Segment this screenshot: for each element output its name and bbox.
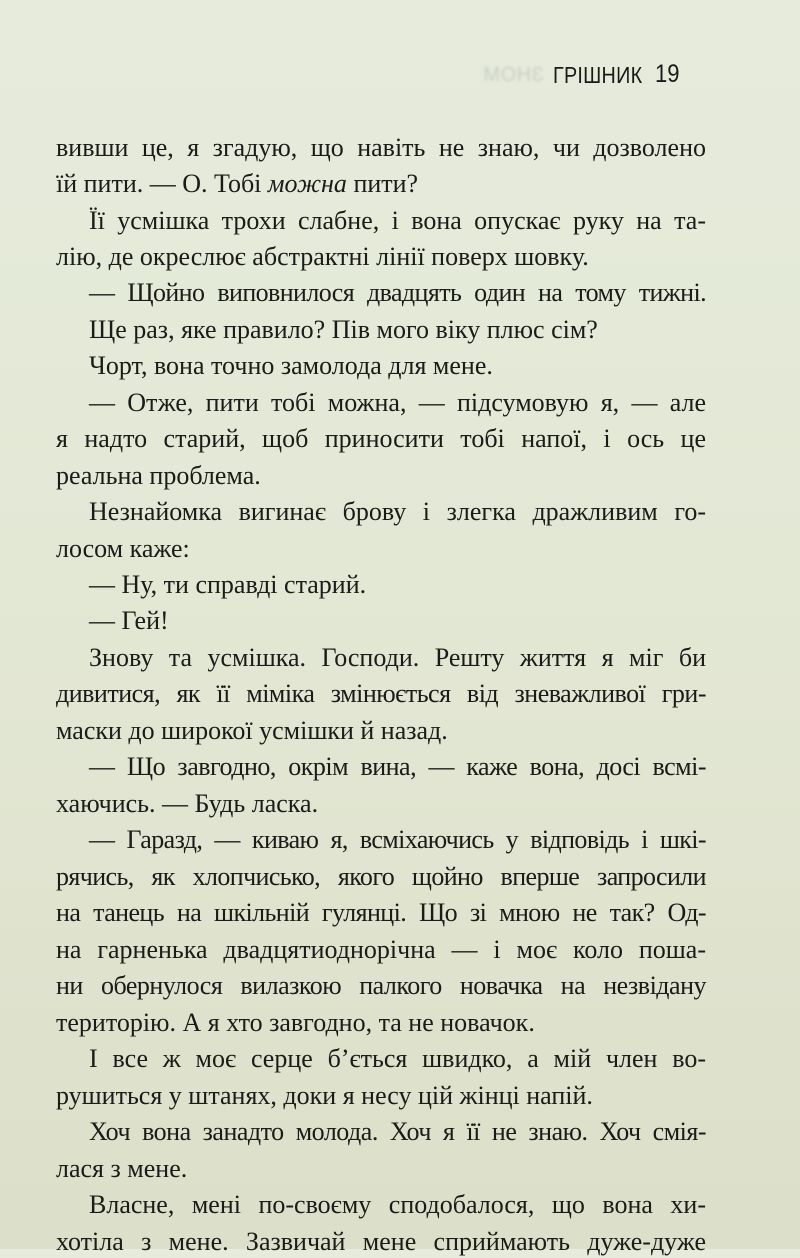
text-line: реальна проблема. [56, 461, 261, 490]
text-line: Власне, мені по-своєму сподобалося, що вона хи- [89, 1190, 706, 1219]
text-line: — Щойно виповнилося двадцять один на тому тижні. [89, 278, 706, 307]
page-number: 19 [655, 60, 680, 88]
text-line: Знову та усмішка. Господи. Решту життя я міг би [89, 643, 706, 672]
text-line: рушиться у штанях, доки я несу цій жінці напій. [56, 1081, 593, 1110]
text-fragment: пити? [346, 169, 419, 198]
text-line: Її усмішка трохи слабне, і вона опускає руку на та- [89, 206, 706, 235]
text-line: вивши це, я згадую, що навіть не знаю, чи дозволено [56, 133, 706, 162]
text-line: — Ну, ти справді старий. [89, 570, 367, 599]
text-line: я надто старий, щоб приносити тобі напої, і ось це [56, 424, 706, 453]
text-line: Хоч вона занадто молода. Хоч я її не знаю. Хоч смія- [89, 1117, 706, 1146]
text-line: — Гей! [89, 606, 169, 635]
book-title: ГРІШНИК [553, 62, 643, 88]
text-line: маски до широкої усмішки й назад. [56, 716, 448, 745]
text-line: дивитися, як її міміка змінюється від зневажливої гри- [56, 679, 706, 708]
text-line: І все ж моє серце б’ється швидко, а мій член во- [89, 1044, 706, 1073]
text-line: — Отже, пити тобі можна, — підсумовую я, — але [89, 388, 706, 417]
running-head [0, 58, 800, 92]
text-line: територію. А я хто завгодно, та не новачок. [56, 1008, 535, 1037]
text-line: Ще раз, яке правило? Пів мого віку плюс сім? [89, 315, 598, 344]
text-line: лася з мене. [56, 1154, 188, 1183]
emphasis-text: можна [267, 169, 347, 198]
text-line: на гарненька двадцятиоднорічна — і моє коло поша- [56, 935, 706, 964]
text-line: лосом каже: [56, 534, 190, 563]
text-fragment: їй пити. — О. Тобі [56, 169, 268, 198]
bleed-through-text: ЗНОМ [483, 64, 544, 86]
text-line: лію, де окреслює абстрактні лінії поверх шовку. [56, 242, 589, 271]
text-line: Чорт, вона точно замолода для мене. [89, 351, 493, 380]
text-line: на танець на шкільній гулянці. Що зі мною не так? Од- [56, 898, 706, 927]
text-line [56, 168, 706, 200]
text-line: — Гаразд, — киваю я, всміхаючись у відповідь і шкі- [89, 825, 706, 854]
text-line: Незнайомка вигинає брову і злегка дражливим го- [89, 497, 706, 526]
text-line: рячись, як хлопчисько, якого щойно вперше запросили [56, 862, 706, 891]
text-line: хаючись. — Будь ласка. [56, 789, 319, 818]
text-line: хотіла з мене. Зазвичай мене сприймають дуже-дуже [56, 1227, 706, 1256]
text-line: ни обернулося вилазкою палкого новачка на незвідану [56, 971, 706, 1000]
text-line: — Що завгодно, окрім вина, — каже вона, досі всмі- [89, 752, 706, 781]
